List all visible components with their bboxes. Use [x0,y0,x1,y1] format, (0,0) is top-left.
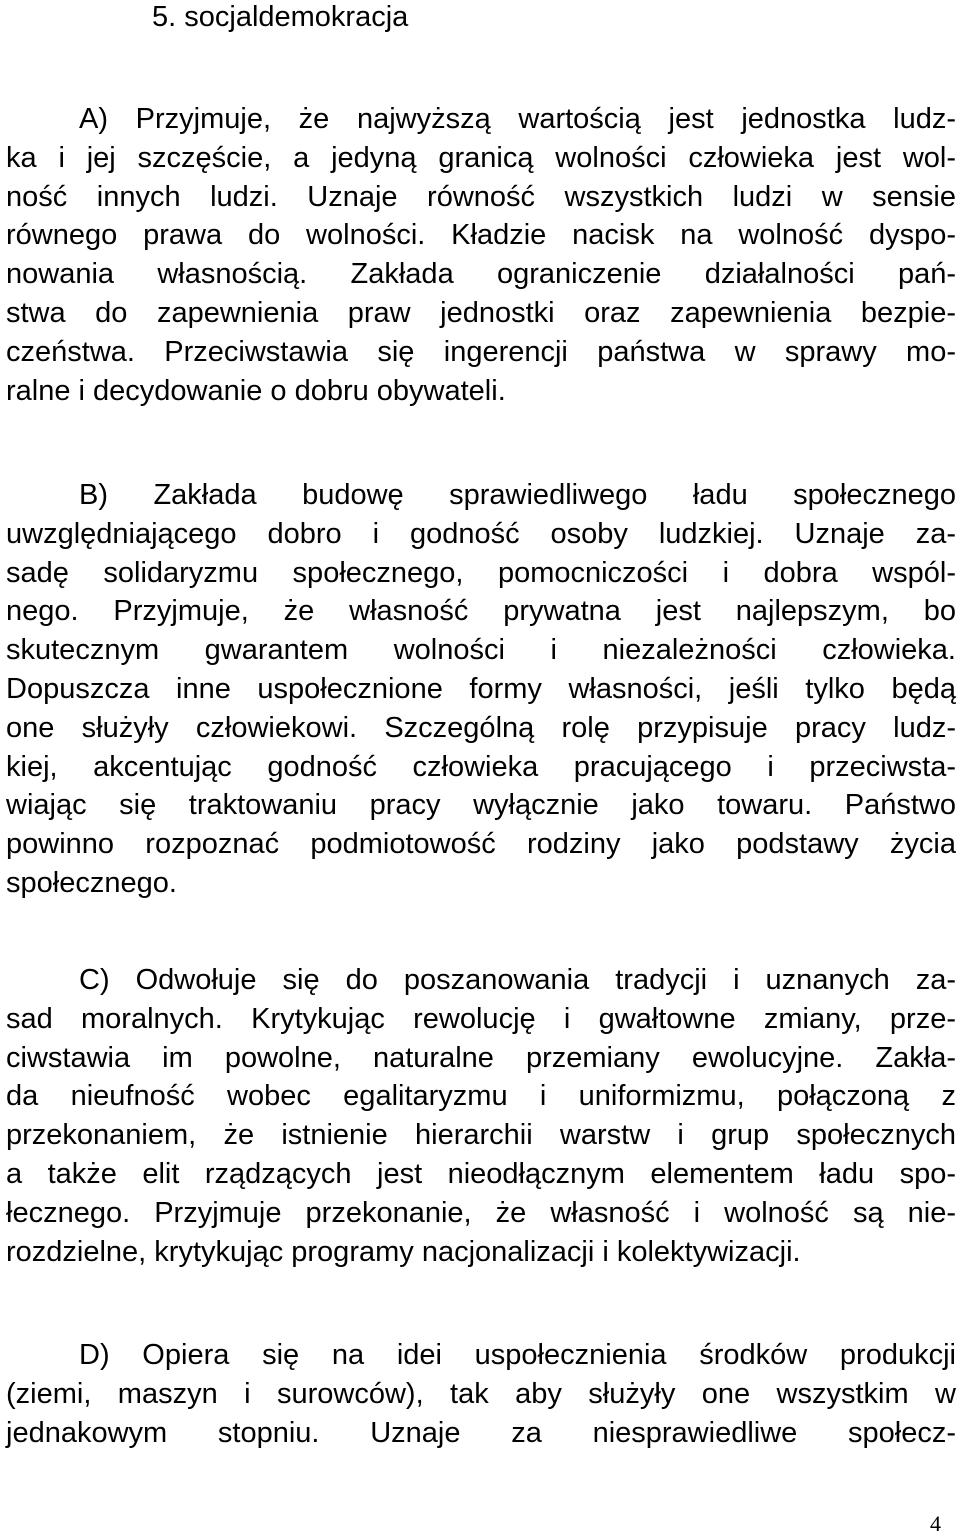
text-line: A) Przyjmuje, że najwyższą wartością jest jednostka ludz- [79,103,956,135]
text-line: rozdzielne, krytykując programy nacjonalizacji i kolektywizacji. [6,1235,801,1268]
text-line: ka i jej szczęście, a jedyną granicą wolności człowieka jest wol- [6,141,956,174]
text-line: ralne i decydowanie o dobru obywateli. [6,374,506,407]
text-line: przekonaniem, że istnienie hierarchii warstw i grup społecznych [6,1119,956,1152]
text-line: społecznego. [6,866,177,899]
text-line: Dopuszcza inne uspołecznione formy własności, jeśli tylko będą [6,672,956,705]
text-line: B) Zakłada budowę sprawiedliwego ładu społecznego [79,479,956,511]
text-line: one służyły człowiekowi. Szczególną rolę przypisuje pracy ludz- [6,711,956,744]
text-line: a także elit rządzących jest nieodłącznym elementem ładu spo- [6,1157,956,1190]
paragraph-d [6,1336,956,1452]
text-line: jednakowym stopniu. Uznaje za niesprawiedliwe społecz- [6,1416,956,1449]
text-line: powinno rozpoznać podmiotowość rodziny jako podstawy życia [6,828,956,861]
paragraph-a [6,100,956,410]
text-line: nego. Przyjmuje, że własność prywatna jest najlepszym, bo [6,595,956,628]
text-line: C) Odwołuje się do poszanowania tradycji i uznanych za- [79,964,956,996]
text-line: uwzględniającego dobro i godność osoby ludzkiej. Uznaje za- [6,517,956,550]
text-line: wiając się traktowaniu pracy wyłącznie jako towaru. Państwo [6,789,956,822]
section-heading: 5. socjaldemokracja [152,1,409,33]
text-line: da nieufność wobec egalitaryzmu i uniformizmu, połączoną z [6,1080,956,1113]
text-line: nowania własnością. Zakłada ograniczenie działalności pań- [6,258,956,291]
paragraph-b [6,476,956,903]
text-line: łecznego. Przyjmuje przekonanie, że własność i wolność są nie- [6,1196,956,1229]
text-line: stwa do zapewnienia praw jednostki oraz zapewnienia bezpie- [6,296,956,329]
text-line: czeństwa. Przeciwstawia się ingerencji państwa w sprawy mo- [6,335,956,368]
text-line: ciwstawia im powolne, naturalne przemiany ewolucyjne. Zakła- [6,1041,956,1074]
text-line: (ziemi, maszyn i surowców), tak aby służyły one wszystkim w [6,1377,956,1410]
text-line: skutecznym gwarantem wolności i niezależności człowieka. [6,634,956,667]
text-line: równego prawa do wolności. Kładzie nacisk na wolność dyspo- [6,219,956,252]
text-line: D) Opiera się na idei uspołecznienia środków produkcji [79,1339,956,1371]
page-number: 4 [930,1511,941,1536]
text-line: sad moralnych. Krytykując rewolucję i gwałtowne zmiany, prze- [6,1002,956,1035]
text-line: ność innych ludzi. Uznaje równość wszystkich ludzi w sensie [6,180,956,213]
text-line: kiej, akcentując godność człowieka pracującego i przeciwsta- [6,750,956,783]
paragraph-c [6,961,956,1271]
text-line: sadę solidaryzmu społecznego, pomocniczości i dobra wspól- [6,556,956,589]
